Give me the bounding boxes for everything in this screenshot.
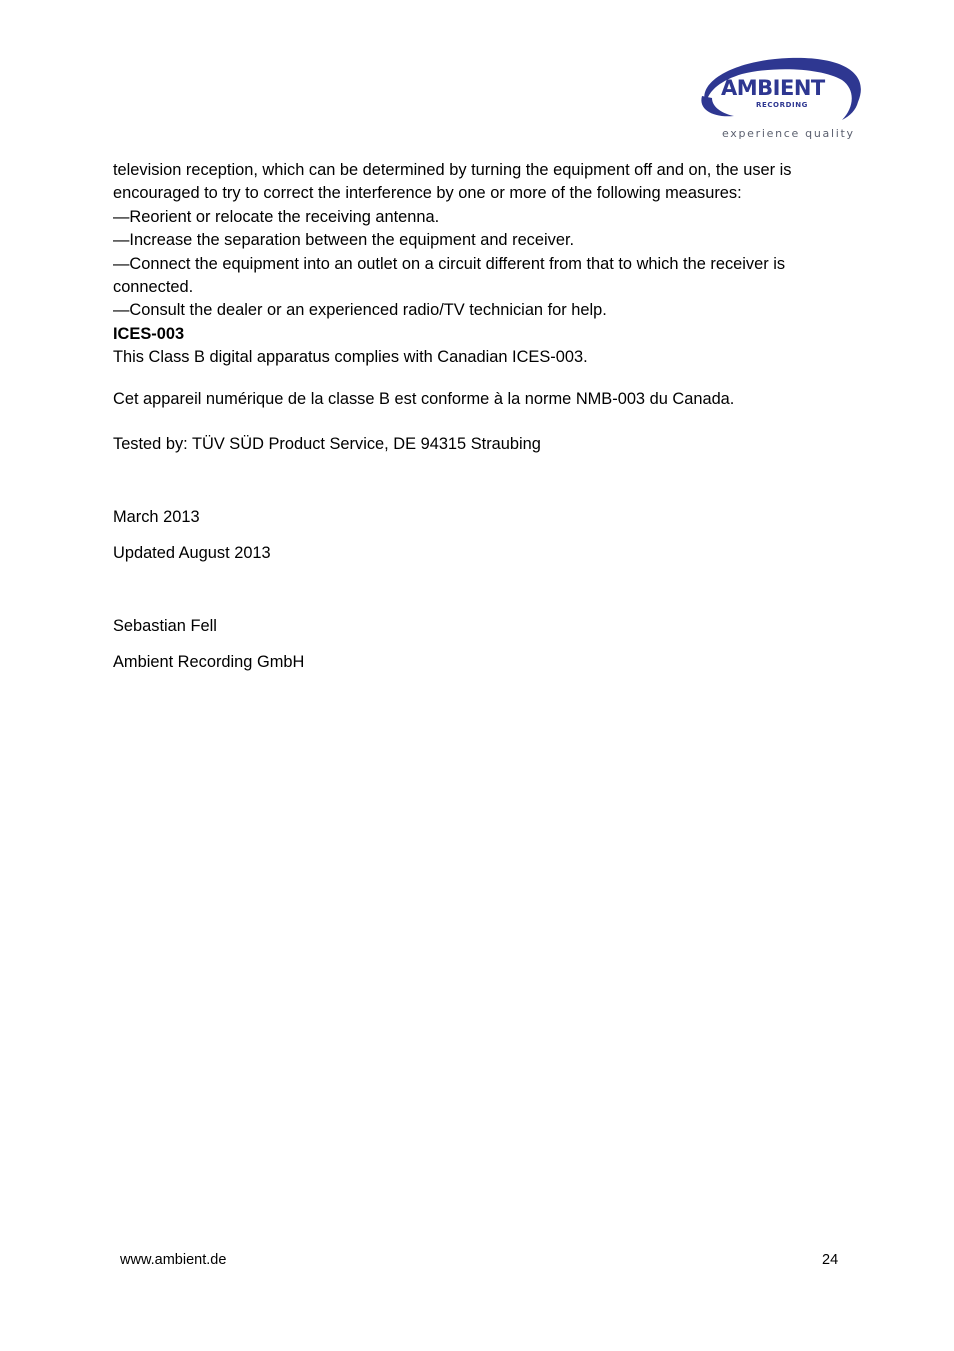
measure-item: —Increase the separation between the equipment and receiver. (113, 231, 575, 250)
compliance-text (113, 159, 853, 370)
ices-french: Cet appareil numérique de la classe B est conforme à la norme NMB-003 du Canada. (113, 390, 735, 408)
ices-heading: ICES-003 (113, 324, 185, 343)
logo-brand: AMBIENT (721, 76, 825, 100)
measure-item: —Connect the equipment into an outlet on a circuit different from that to which the receiver is connected. (113, 254, 786, 297)
tested-by: Tested by: TÜV SÜD Product Service, DE 94315 Straubing (113, 435, 541, 453)
logo-tagline: experience quality (722, 127, 855, 140)
author-name: Sebastian Fell (113, 617, 217, 635)
logo-subtitle: RECORDING (755, 101, 809, 109)
intro-paragraph: television reception, which can be determined by turning the equipment off and on, the user is encouraged to try to correct the interference by one or more of the following measures: (113, 161, 792, 203)
measure-item: —Consult the dealer or an experienced radio/TV technician for help. (113, 301, 607, 320)
company-name: Ambient Recording GmbH (113, 653, 305, 671)
date: March 2013 (113, 508, 200, 526)
ambient-logo (694, 52, 866, 144)
ices-english: This Class B digital apparatus complies with Canadian ICES-003. (113, 348, 588, 367)
page-number: 24 (822, 1252, 839, 1268)
measure-item: —Reorient or relocate the receiving antenna. (113, 207, 440, 226)
updated-date: Updated August 2013 (113, 544, 271, 562)
footer-website-link[interactable]: www.ambient.de (120, 1252, 227, 1268)
